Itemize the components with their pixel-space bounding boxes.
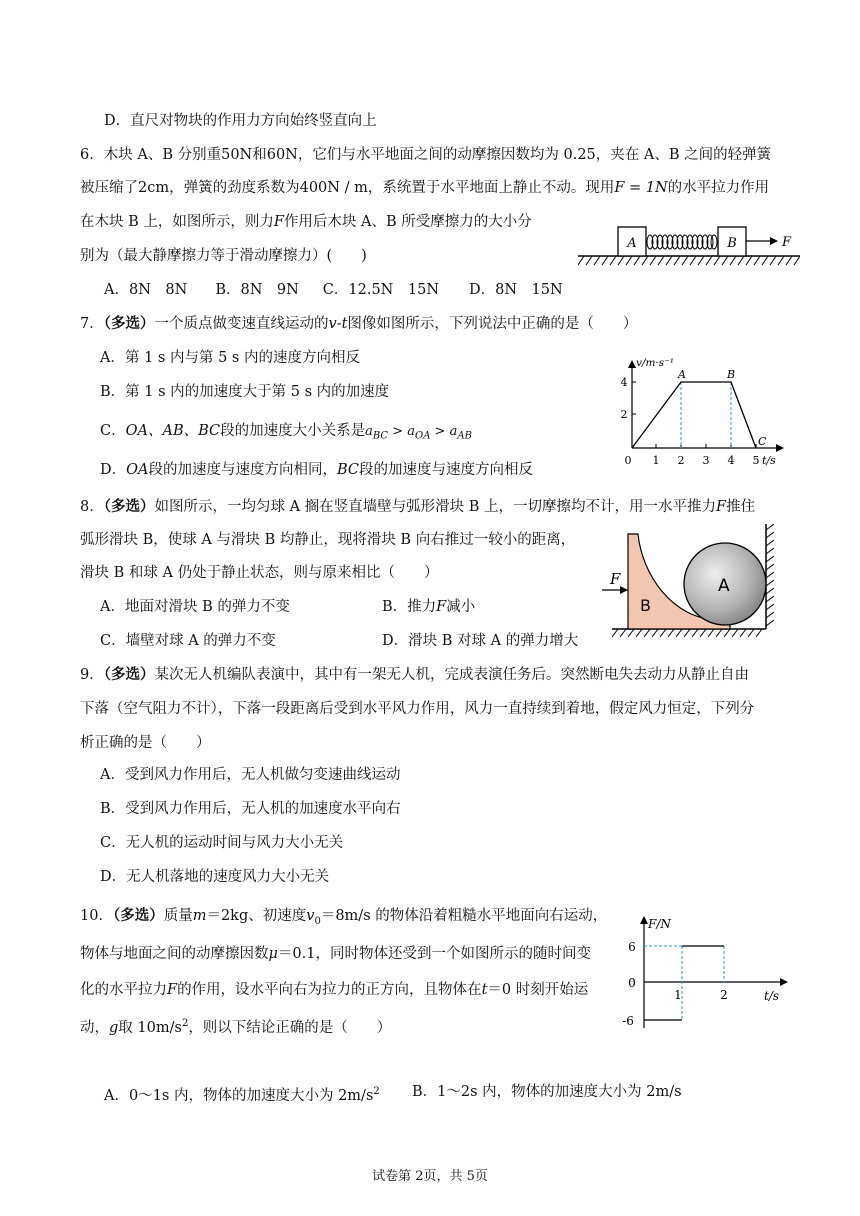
q10-text: ＝0.1，同时物体还受到一个如图所示的随时间变 [277, 946, 591, 962]
q6-text: ，弹簧的劲度系数为 [169, 180, 300, 196]
q10-x-tick: 2 [720, 988, 728, 1002]
q6-options [104, 280, 563, 300]
q6-label-a: A [627, 236, 637, 251]
q10-option-a-text: A．0～1s 内，物体的加速度大小为 2m/s [104, 1087, 374, 1104]
q10-text: 物体与地面之间的动摩擦因数 [80, 946, 269, 962]
q8-multi-tag: （多选） [103, 498, 155, 515]
q10-text: 取 10m/s [118, 1019, 182, 1036]
q10-var-f: F [167, 982, 178, 998]
q8-line3: 滑块 B 和球 A 仍处于静止状态，则与原来相比（ ） [80, 565, 439, 581]
q6-option-a: A．8N 8N [104, 282, 188, 298]
q7-x-tick: 1 [652, 454, 660, 467]
q7-text: C． [100, 423, 126, 439]
q7-segments: OA、AB、BC [125, 423, 221, 439]
q10-x-axis-label: t/s [764, 989, 780, 1003]
q8-text: 推住 [726, 499, 756, 515]
q7-option-c [100, 421, 472, 447]
q8-text: 减小 [446, 599, 476, 615]
q8-var-f: F [436, 599, 447, 615]
q8-line1 [80, 497, 755, 517]
q10-ft-graph [614, 910, 796, 1036]
q7-origin: 0 [624, 454, 632, 467]
q6-spring [647, 235, 717, 249]
q7-x-tick: 3 [702, 454, 710, 467]
q10-text: 动， [80, 1019, 109, 1036]
q6-weight-b: 60N [266, 147, 298, 163]
q9-line3: 析正确的是（ ） [80, 735, 211, 751]
q10-text: 化的水平拉力 [80, 982, 167, 998]
q7-text: 段的加速度大小关系是 [220, 423, 366, 439]
q6-compression: 2cm [138, 180, 170, 196]
q7-relation: $a_{BC} > a_{OA} > a_{AB}$ [365, 424, 472, 442]
q9-line1 [80, 665, 749, 685]
q10-line1: 10．（多选）质量m＝2kg、初速度$v_0=8m/s$ 的物体沿着粗糙水平地面向右运动， [80, 907, 608, 927]
q8-option-d: D．滑块 B 对球 A 的弹力增大 [382, 633, 579, 649]
q10-y-tick: 6 [628, 940, 636, 954]
q6-text: ，系统置于水平地面上静止不动。现用 [367, 180, 615, 196]
q7-seg: BC [337, 462, 360, 478]
q10-line2 [80, 944, 591, 964]
q8-line2: 弧形滑块 B，使球 A 与滑块 B 均静止，现将滑块 B 向右推过一较小的距离， [80, 532, 576, 548]
q6-option-d: D．8N 15N [469, 282, 563, 298]
q7-x-tick: 4 [727, 454, 735, 467]
q6-line2 [80, 178, 769, 198]
q10-text: ＝0 时刻开始运 [487, 982, 589, 998]
page-footer: 试卷第 2页，共 5页 [372, 1169, 488, 1184]
q7-point-a: A [678, 368, 686, 381]
q6-text: ，它们与水平地面之间的动摩擦因数均为 0.25，夹在 A、B 之间的轻弹簧 [297, 147, 772, 163]
q10-option-b: B．1～2s 内，物体的加速度大小为 2m/s [412, 1084, 682, 1100]
q9-option-d: D．无人机落地的速度风力大小无关 [100, 869, 330, 885]
q8-option-c: C．墙壁对球 A 的弹力不变 [100, 633, 276, 649]
q10-line3 [80, 980, 588, 1000]
q9-option-c: C．无人机的运动时间与风力大小无关 [100, 835, 344, 851]
q7-point-b: B [727, 368, 736, 381]
q10-text: 质量 [163, 908, 193, 924]
q9-text: 某次无人机编队表演中，其中有一架无人机，完成表演任务后。突然断电失去动力从静止自由 [154, 667, 749, 683]
q6-option-b: B．8N 9N [215, 282, 299, 298]
q7-option-d [100, 460, 533, 480]
q7-multi-tag: （多选） [103, 315, 155, 332]
q6-line4: 别为（最大静摩擦力等于滑动摩擦力）( ) [80, 248, 367, 264]
q7-y-tick: 2 [620, 408, 628, 421]
q10-y-tick: -6 [622, 1014, 634, 1028]
q7-text: 一个质点做变速直线运动的 [154, 316, 329, 332]
q7-stem [80, 314, 637, 334]
q6-var-f: F [273, 214, 284, 230]
q9-multi-tag: （多选） [103, 666, 155, 683]
q10-text: ＝8m/s 的物体沿着粗糙水平地面向右运动， [320, 908, 608, 924]
q6-figure [578, 218, 800, 276]
q9-number: 9． [80, 667, 104, 683]
q7-text: 图像如图所示，下列说法中正确的是（ ） [347, 316, 638, 332]
q8-option-a: A．地面对滑块 B 的弹力不变 [100, 599, 290, 615]
q6-force-value: F = 1N [614, 180, 668, 196]
q5-option-d: D．直尺对物块的作用力方向始终竖直向上 [104, 113, 377, 129]
q7-y-axis-label: v/m·s⁻¹ [636, 357, 674, 369]
q6-weight-a: 50N [221, 147, 253, 163]
q7-vt-line [632, 382, 756, 448]
q7-vt-graph [612, 352, 792, 468]
q10-origin: 0 [628, 976, 636, 990]
q10-var-m: m [192, 908, 207, 924]
q9-option-b: B．受到风力作用后，无人机的加速度水平向右 [100, 801, 401, 817]
q9-line2: 下落（空气阻力不计），下落一段距离后受到水平风力作用，风力一直持续到着地，假定风力恒定，下列分 [80, 701, 755, 717]
q10-x-tick: 1 [674, 988, 682, 1002]
q6-text: 被压缩了 [80, 180, 138, 196]
q6-text: 的水平拉力作用 [667, 180, 770, 196]
q7-option-a: A．第 1 s 内与第 5 s 内的速度方向相反 [100, 350, 360, 366]
q7-text: D． [100, 462, 127, 478]
q6-number: 6． [80, 147, 104, 163]
q10-text: 的作用，设水平向右为拉力的正方向，且物体在 [177, 982, 482, 998]
q7-x-axis-label: t/s [762, 454, 776, 467]
q8-option-b [382, 597, 475, 617]
q6-text: 作用后木块 A、B 所受摩擦力的大小分 [283, 214, 532, 230]
q7-x-tick: 2 [677, 454, 685, 467]
q6-label-f: F [782, 235, 792, 250]
q7-text: 段的加速度与速度方向相同， [148, 462, 337, 478]
q10-number: 10． [80, 908, 113, 924]
q7-seg: OA [126, 462, 149, 478]
q10-var-t: t [481, 982, 488, 998]
q6-line3 [80, 212, 532, 232]
q7-x-tick: 5 [752, 454, 760, 467]
q10-text: ＝2kg、初速度 [206, 908, 307, 924]
q6-line1 [80, 145, 771, 165]
q7-text: 段的加速度与速度方向相反 [359, 462, 534, 478]
q8-text: 如图所示，一均匀球 A 搁在竖直墙壁与弧形滑块 B 上，一切摩擦均不计，用一水平推力 [154, 499, 717, 515]
q10-var-mu: μ [268, 946, 278, 962]
q7-vt: v-t [328, 316, 348, 332]
q10-var-v0: v [306, 908, 315, 924]
q8-var-f: F [716, 499, 727, 515]
q8-figure [602, 524, 784, 642]
q10-option-a: A．0～1s 内，物体的加速度大小为 $2m/s^2$ [104, 1086, 380, 1104]
q7-y-tick: 4 [620, 376, 628, 389]
q8-label-a: A [718, 576, 730, 596]
q8-label-b: B [640, 596, 651, 615]
q7-point-c: C [758, 435, 767, 448]
q6-text: 在木块 B 上，如图所示，则力 [80, 214, 274, 230]
q6-text: 木块 A、B 分别重 [103, 147, 222, 163]
q10-text: ，则以下结论正确的是（ ） [188, 1019, 392, 1036]
q6-stiffness: 400N / m [299, 180, 368, 196]
q8-number: 8． [80, 499, 104, 515]
q10-var-g: g [109, 1019, 119, 1036]
q10-line4: 动，g取 $10m/s^2$，则以下结论正确的是（ ） [80, 1018, 392, 1036]
q8-label-f: F [610, 570, 621, 588]
q7-option-b: B．第 1 s 内的加速度大于第 5 s 内的加速度 [100, 384, 390, 400]
q7-number: 7． [80, 316, 104, 332]
q9-option-a: A．受到风力作用后，无人机做匀变速曲线运动 [100, 767, 401, 783]
q6-option-c: C．12.5N 15N [322, 282, 440, 298]
q8-text: B．推力 [382, 599, 437, 615]
q10-y-axis-label: F/N [648, 917, 671, 931]
q10-multi-tag: （多选） [112, 907, 164, 924]
q6-text: 和 [252, 147, 267, 163]
q6-label-b: B [727, 236, 737, 251]
